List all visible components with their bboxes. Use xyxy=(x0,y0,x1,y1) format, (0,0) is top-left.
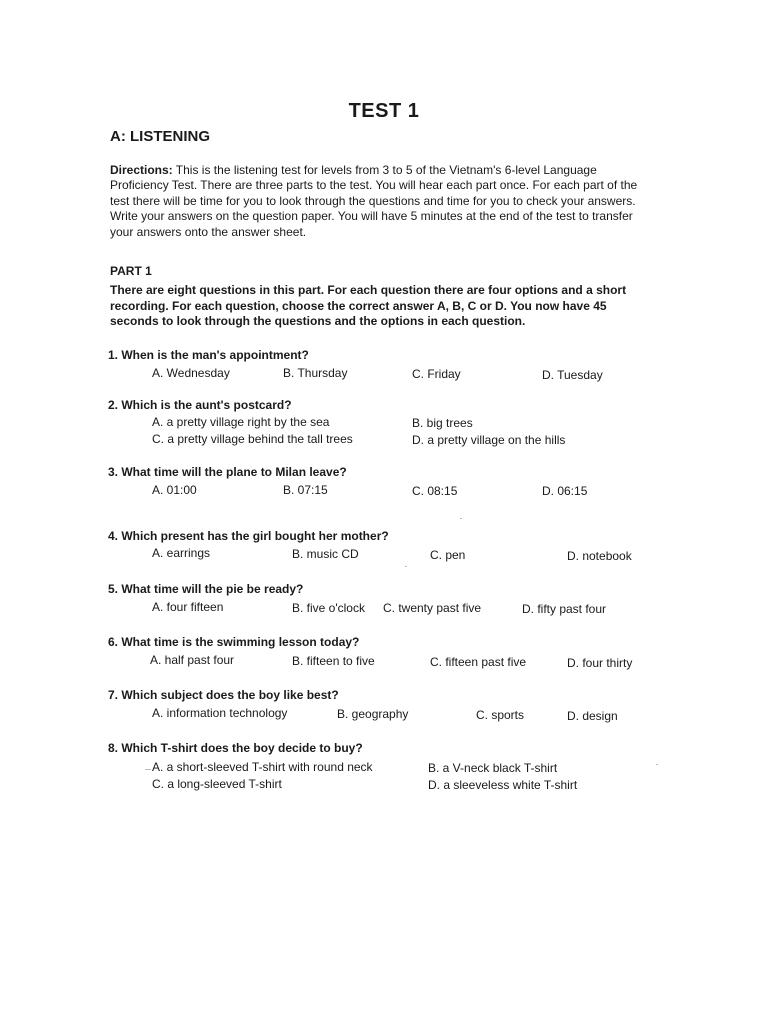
option-c[interactable]: C. pen xyxy=(430,548,466,562)
option-c[interactable]: C. 08:15 xyxy=(412,484,458,498)
question-8 xyxy=(0,741,768,801)
question-4 xyxy=(0,529,768,579)
option-c[interactable]: C. a pretty village behind the tall trees xyxy=(152,432,353,446)
option-a[interactable]: A. half past four xyxy=(150,653,235,667)
part-label: PART 1 xyxy=(110,264,152,278)
option-c[interactable]: C. twenty past five xyxy=(383,601,482,615)
question-text: 8. Which T-shirt does the boy decide to buy? xyxy=(108,741,363,755)
question-text: 6. What time is the swimming lesson today? xyxy=(108,635,360,649)
option-a[interactable]: A. 01:00 xyxy=(152,483,197,497)
option-a[interactable]: A. a short-sleeved T-shirt with round neck xyxy=(152,760,373,774)
scan-speck xyxy=(656,764,658,765)
question-text: 7. Which subject does the boy like best? xyxy=(108,688,339,702)
option-d[interactable]: D. design xyxy=(567,709,618,723)
question-text: 3. What time will the plane to Milan leave? xyxy=(108,465,347,479)
scan-speck xyxy=(405,566,407,567)
option-c[interactable]: C. fifteen past five xyxy=(430,655,527,669)
directions-lead: Directions: xyxy=(110,163,173,177)
question-text: 5. What time will the pie be ready? xyxy=(108,582,304,596)
question-text: 1. When is the man's appointment? xyxy=(108,348,309,362)
part-instructions: There are eight questions in this part. For each question there are four options and a short recording. For each question, choose the correct answer A, B, C or D. You now have 45 seconds to look through the questions and the options in each question. xyxy=(110,283,627,329)
option-b[interactable]: B. big trees xyxy=(412,416,473,430)
option-a[interactable]: A. information technology xyxy=(152,706,288,720)
option-d[interactable]: D. four thirty xyxy=(567,656,633,670)
option-d[interactable]: D. 06:15 xyxy=(542,484,588,498)
scan-speck xyxy=(145,769,151,770)
directions-paragraph xyxy=(110,163,658,240)
question-5 xyxy=(0,582,768,632)
option-b[interactable]: B. fifteen to five xyxy=(292,654,375,668)
question-text: 2. Which is the aunt's postcard? xyxy=(108,398,292,412)
option-b[interactable]: B. music CD xyxy=(292,547,359,561)
option-d[interactable]: D. fifty past four xyxy=(522,602,607,616)
option-d[interactable]: D. notebook xyxy=(567,549,632,563)
option-c[interactable]: C. a long-sleeved T-shirt xyxy=(152,777,282,791)
page-title: TEST 1 xyxy=(348,100,420,122)
option-d[interactable]: D. a sleeveless white T-shirt xyxy=(428,778,578,792)
question-7 xyxy=(0,688,768,738)
question-6 xyxy=(0,635,768,685)
question-2 xyxy=(0,398,768,448)
question-1 xyxy=(0,348,768,398)
scan-speck xyxy=(460,518,462,519)
option-b[interactable]: B. geography xyxy=(337,707,409,721)
option-a[interactable]: A. four fifteen xyxy=(152,600,224,614)
option-b[interactable]: B. five o'clock xyxy=(292,601,365,615)
question-3 xyxy=(0,465,768,515)
option-b[interactable]: B. a V-neck black T-shirt xyxy=(428,761,558,775)
option-a[interactable]: A. earrings xyxy=(152,546,211,560)
option-c[interactable]: C. Friday xyxy=(412,367,461,381)
option-a[interactable]: A. a pretty village right by the sea xyxy=(152,415,330,429)
directions-text: This is the listening test for levels from 3 to 5 of the Vietnam's 6-level Language Proficiency Test. There are three parts to the test. You will hear each part once. For each part of the test there will be time for you to look through the questions and time for you to check your answers. Write your answers on the question paper. You will have 5 minutes at the end of the test to transfer your answers onto the answer sheet. xyxy=(110,163,638,239)
section-heading: A: LISTENING xyxy=(110,128,210,145)
option-b[interactable]: B. 07:15 xyxy=(283,483,328,497)
option-d[interactable]: D. Tuesday xyxy=(542,368,603,382)
option-d[interactable]: D. a pretty village on the hills xyxy=(412,433,566,447)
question-text: 4. Which present has the girl bought her mother? xyxy=(108,529,389,543)
option-c[interactable]: C. sports xyxy=(476,708,525,722)
option-a[interactable]: A. Wednesday xyxy=(152,366,230,380)
option-b[interactable]: B. Thursday xyxy=(283,366,348,380)
